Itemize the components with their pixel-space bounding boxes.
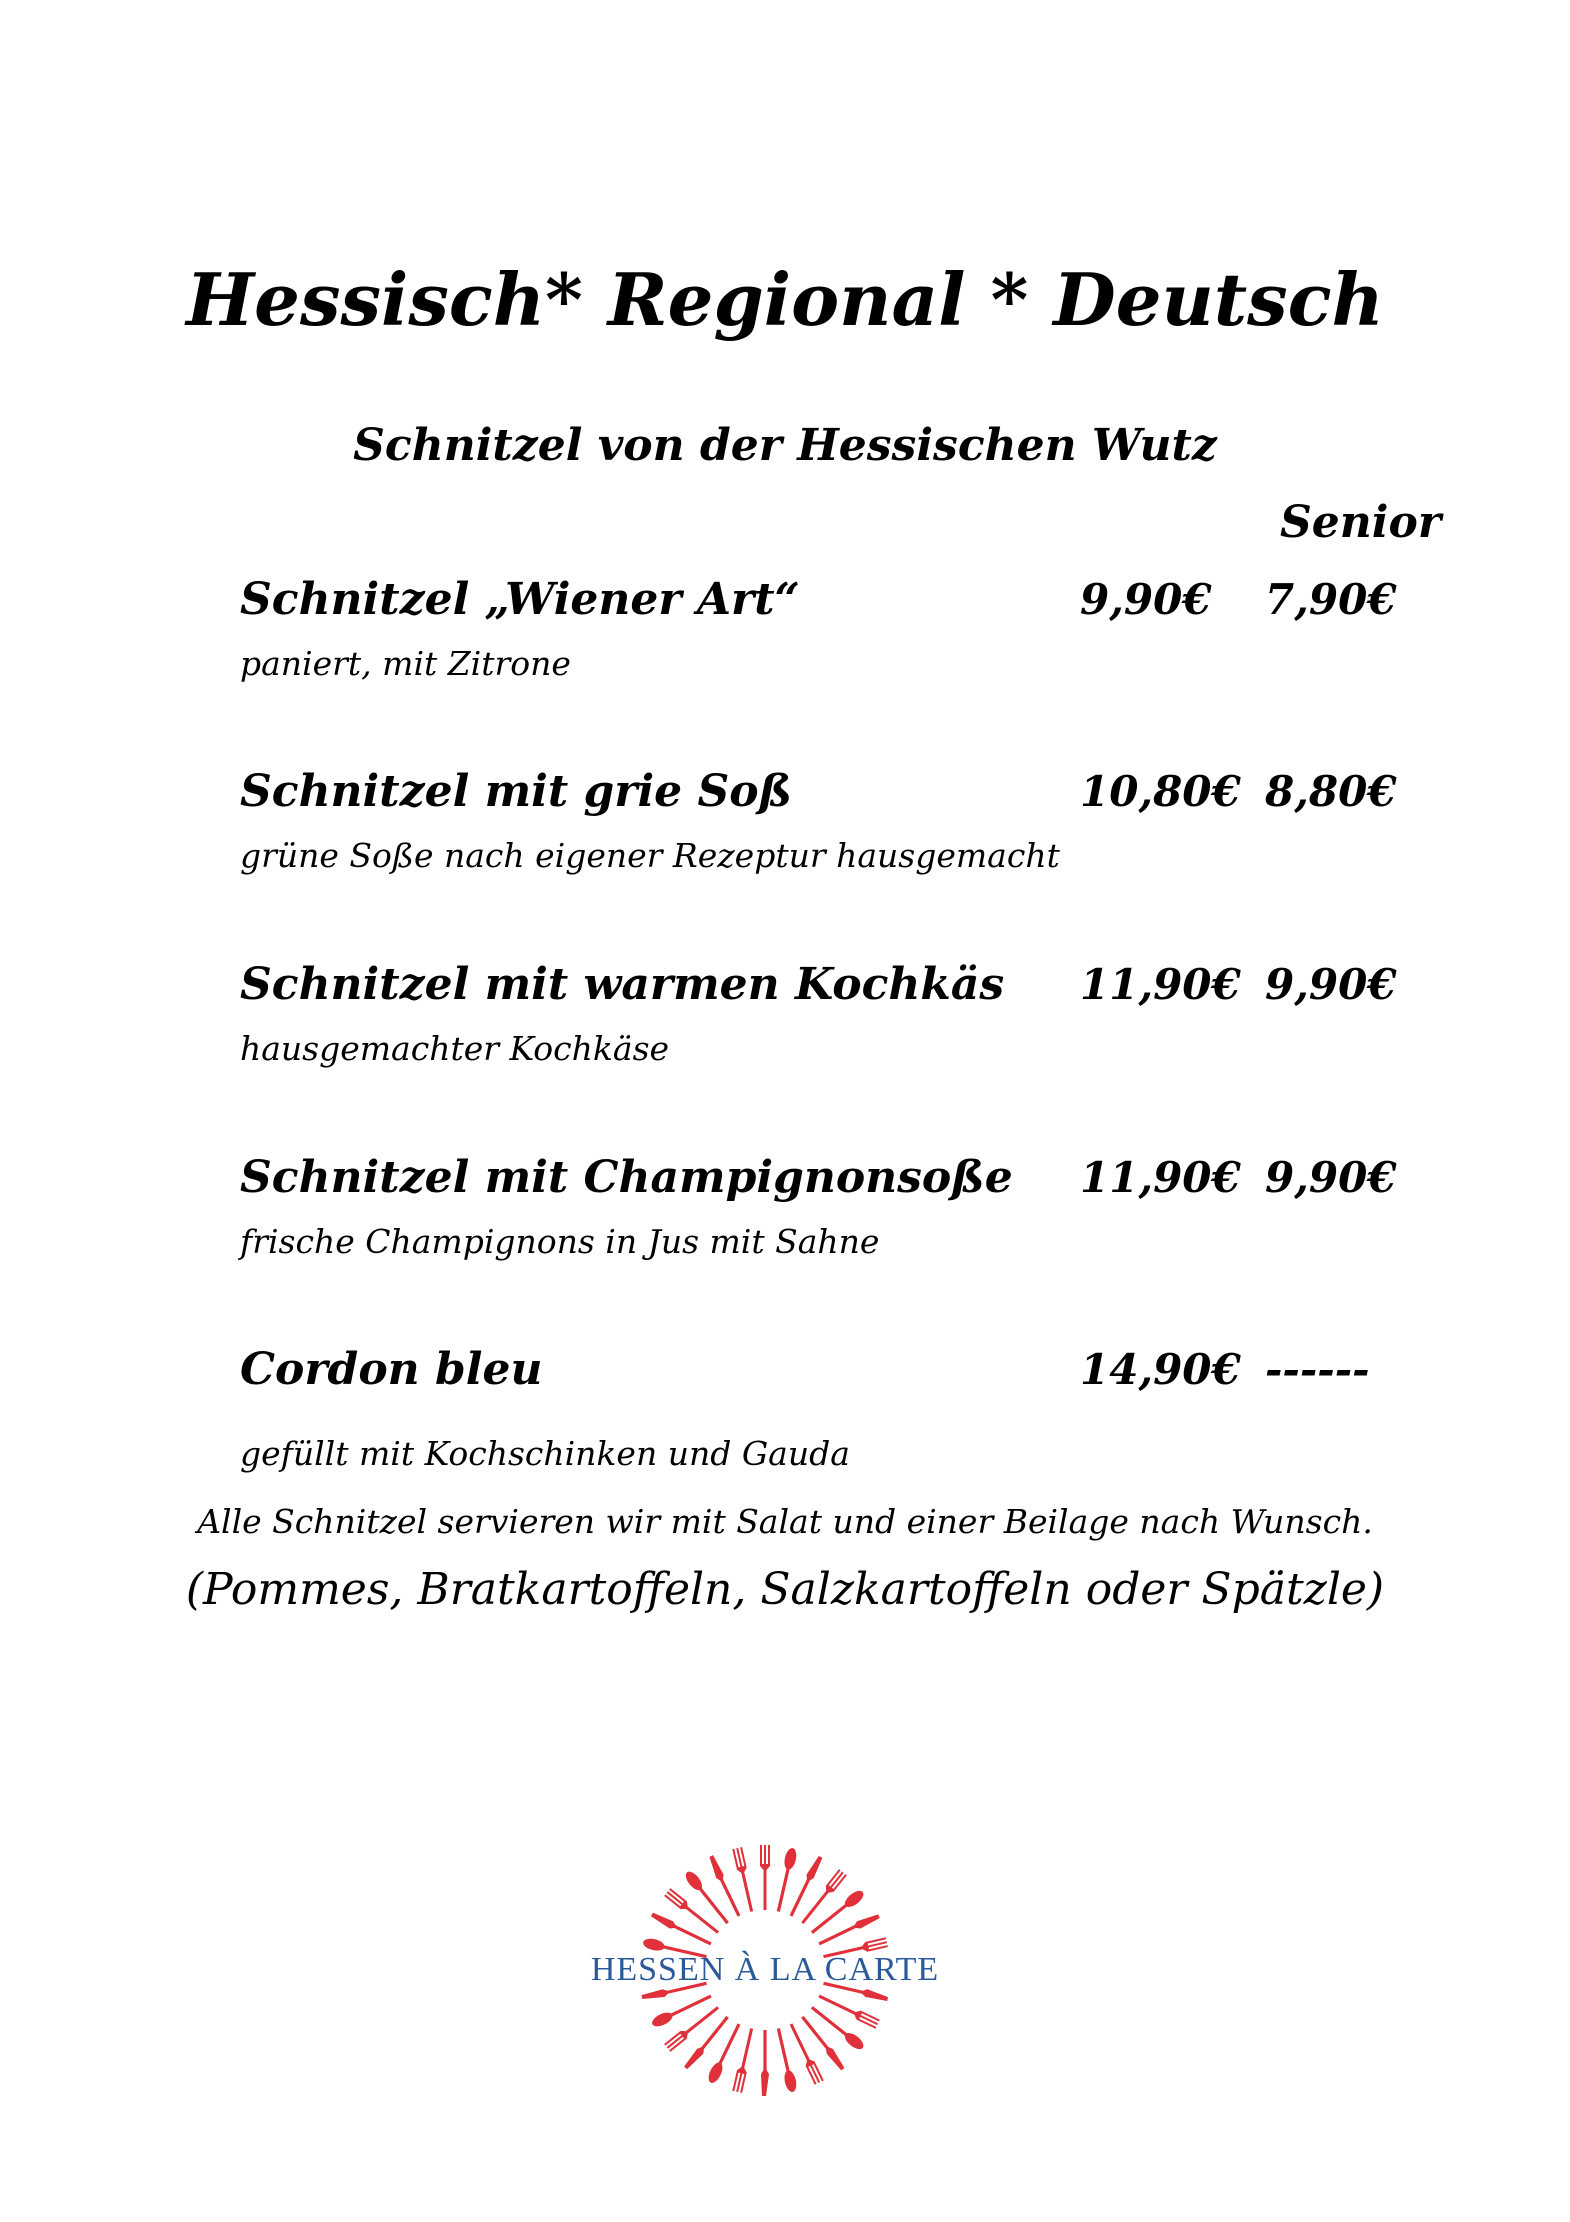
cutlery-icon (664, 1888, 721, 1936)
senior-column-header: Senior (1280, 497, 1442, 548)
cutlery-icon (808, 2003, 866, 2052)
item-description: hausgemachter Kochkäse (240, 1029, 670, 1068)
item-senior-price: 9,90€ (1265, 960, 1397, 1009)
cutlery-icon (760, 1845, 770, 1910)
item-name: Schnitzel „Wiener Art“ (240, 574, 800, 625)
item-price: 11,90€ (1080, 960, 1241, 1009)
cutlery-icon (732, 1847, 756, 1913)
side-dish-note: Alle Schnitzel servieren wir mit Salat und einer Beilage nach Wunsch. (197, 1502, 1373, 1541)
item-senior-price: 7,90€ (1265, 575, 1397, 624)
item-description: paniert, mit Zitrone (240, 644, 571, 683)
cutlery-icon (799, 1869, 847, 1926)
side-dish-options: (Pommes, Bratkartoffeln, Salzkartoffeln oder Spätzle) (185, 1564, 1385, 1615)
item-price: 14,90€ (1080, 1345, 1241, 1394)
item-name: Schnitzel mit Champignonsoße (240, 1152, 1013, 1203)
item-price: 11,90€ (1080, 1153, 1241, 1202)
menu-item (240, 1148, 1440, 1298)
item-description: grüne Soße nach eigener Rezeptur hausgemacht (240, 836, 1060, 875)
hessen-a-la-carte-logo (565, 1820, 965, 2120)
menu-item (240, 1340, 1440, 1490)
item-senior-price: 9,90€ (1265, 1153, 1397, 1202)
logo-text: HESSEN À LA CARTE (590, 1951, 940, 1988)
cutlery-icon (773, 1847, 798, 1913)
cutlery-icon (808, 1888, 866, 1937)
menu-item (240, 955, 1440, 1105)
cutlery-icon (773, 2027, 798, 2093)
item-price: 9,90€ (1080, 575, 1212, 624)
section-subtitle: Schnitzel von der Hessischen Wutz (353, 420, 1217, 471)
cutlery-icon (732, 2027, 756, 2093)
cutlery-icon (706, 2022, 744, 2085)
cutlery-icon (664, 2004, 721, 2052)
item-description: frische Champignons in Jus mit Sahne (240, 1222, 880, 1261)
item-senior-price: 8,80€ (1265, 767, 1397, 816)
menu-item (240, 570, 1440, 720)
item-price: 10,80€ (1080, 767, 1241, 816)
item-name: Cordon bleu (240, 1344, 543, 1395)
item-senior-price: ------ (1265, 1345, 1370, 1394)
menu-title: Hessisch* Regional * Deutsch (186, 257, 1384, 342)
item-name: Schnitzel mit warmen Kochkäs (240, 959, 1005, 1010)
item-name: Schnitzel mit grie Soß (240, 766, 793, 817)
cutlery-icon (761, 2030, 769, 2096)
item-description: gefüllt mit Kochschinken und Gauda (240, 1434, 850, 1473)
cutlery-icon (683, 2014, 730, 2071)
cutlery-icon (799, 2014, 846, 2071)
cutlery-icon (683, 1869, 732, 1927)
menu-item (240, 762, 1440, 912)
